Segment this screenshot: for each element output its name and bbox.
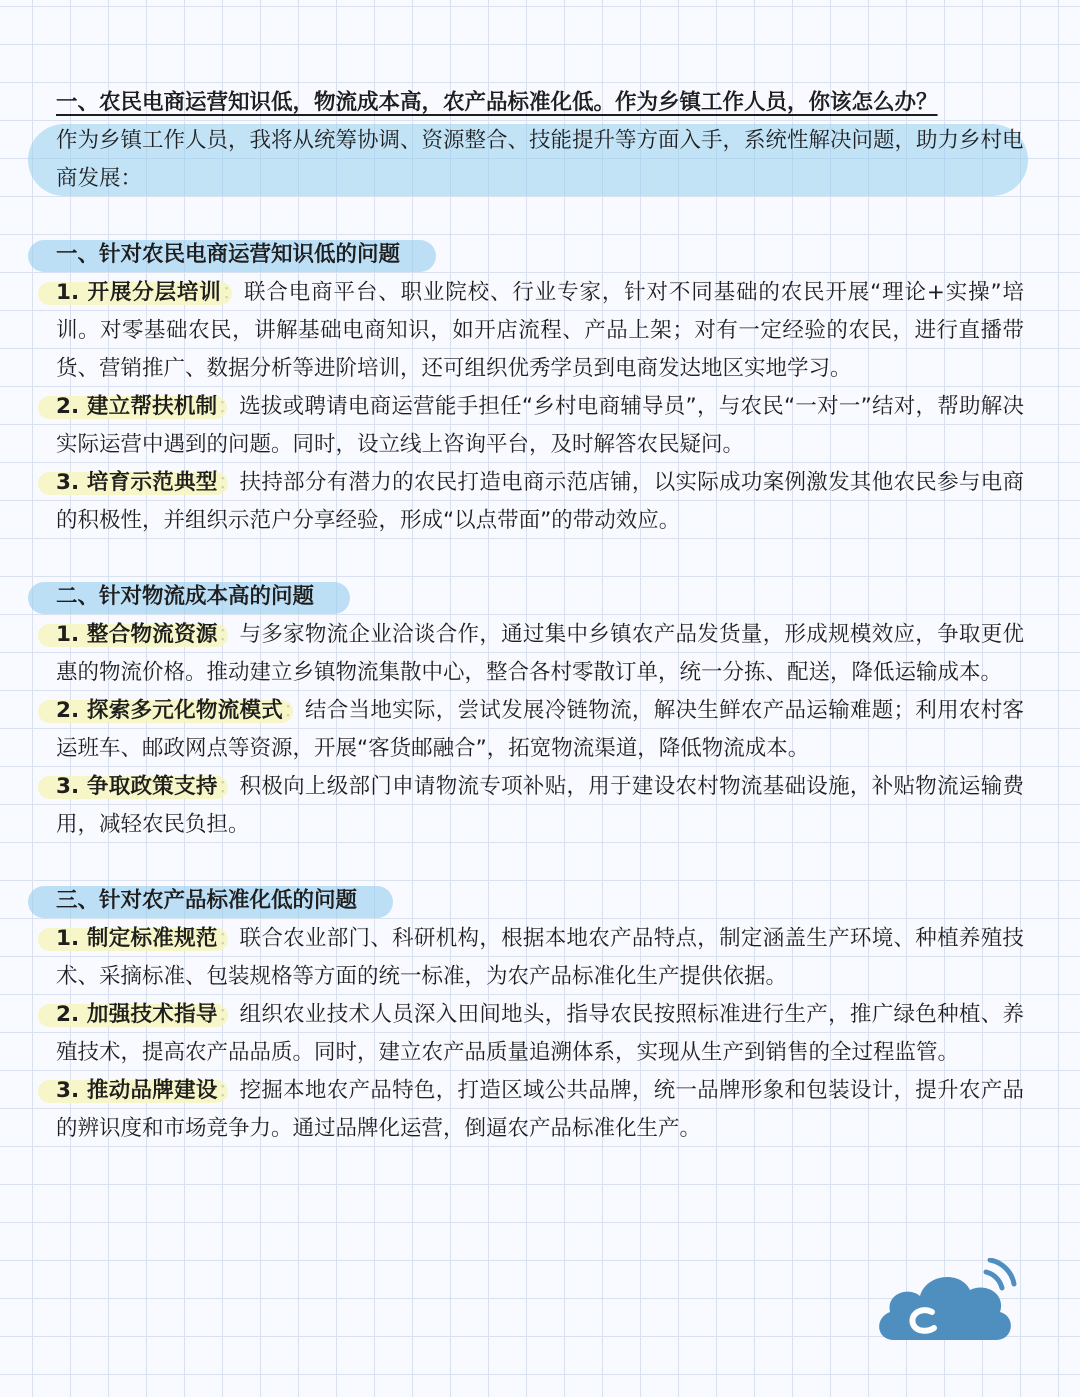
item-sep: ： [217,774,240,799]
item-text: 联合电商平台、职业院校、行业专家，针对不同基础的农民开展“理论+实操”培训。对零基础农民，讲解基础电商知识，如开店流程、产品上架；对有一定经验的农民，进行直播带货、营销推广、数据分析等进阶培训，还可组织优秀学员到电商发达地区实地学习。 [56,280,1024,381]
item-sep: ： [283,698,305,723]
list-item [56,768,1024,844]
item-text: 选拔或聘请电商运营能手担任“乡村电商辅导员”，与农民“一对一”结对，帮助解决实际运营中遇到的问题。同时，设立线上咨询平台，及时解答农民疑问。 [56,394,1024,457]
item-lead: 2. 探索多元化物流模式 [56,698,284,723]
section-logistics [56,578,1024,844]
list-item [56,616,1024,692]
item-text: 扶持部分有潜力的农民打造电商示范店铺，以实际成功案例激发其他农民参与电商的积极性，并组织示范户分享经验，形成“以点带面”的带动效应。 [56,470,1024,533]
item-lead: 3. 推动品牌建设 [56,1078,218,1103]
list-item [56,274,1024,388]
item-text: 结合当地实际，尝试发展冷链物流，解决生鲜农产品运输难题；利用农村客运班车、邮政网点等资源，开展“客货邮融合”，拓宽物流渠道，降低物流成本。 [56,698,1024,761]
list-item [56,996,1024,1072]
item-text: 联合农业部门、科研机构，根据本地农产品特点，制定涵盖生产环境、种植养殖技术、采摘标准、包装规格等方面的统一标准，为农产品标准化生产提供依据。 [56,926,1024,989]
item-sep: ： [217,926,240,951]
document [56,84,1024,1148]
item-lead: 1. 整合物流资源 [56,622,218,647]
item-lead: 3. 培育示范典型 [56,470,218,495]
item-text: 组织农业技术人员深入田间地头，指导农民按照标准进行生产，推广绿色种植、养殖技术，提高农产品品质。同时，建立农产品质量追溯体系，实现从生产到销售的全过程监管。 [56,1002,1024,1065]
item-lead: 3. 争取政策支持 [56,774,218,799]
list-item [56,692,1024,768]
item-sep: ： [217,470,240,495]
page-title: 一、农民电商运营知识低，物流成本高，农产品标准化低。作为乡镇工作人员，你该怎么办？ [56,90,938,115]
intro-paragraph [56,122,1024,198]
section-standardization [56,882,1024,1148]
section-heading: 三、针对农产品标准化低的问题 [56,882,357,920]
list-item [56,388,1024,464]
section-knowledge [56,236,1024,540]
list-item [56,464,1024,540]
item-lead: 2. 加强技术指导 [56,1002,218,1027]
item-lead: 1. 开展分层培训 [56,280,222,305]
item-sep: ： [217,1002,240,1027]
list-item [56,920,1024,996]
item-text: 挖掘本地农产品特色，打造区域公共品牌，统一品牌形象和包装设计，提升农产品的辨识度和市场竞争力。通过品牌化运营，倒逼农产品标准化生产。 [56,1078,1024,1141]
item-lead: 2. 建立帮扶机制 [56,394,218,419]
item-lead: 1. 制定标准规范 [56,926,218,951]
cloud-icon [874,1258,1024,1348]
section-heading: 一、针对农民电商运营知识低的问题 [56,236,400,274]
intro-text: 作为乡镇工作人员，我将从统筹协调、资源整合、技能提升等方面入手，系统性解决问题，助力乡村电商发展： [56,128,1024,191]
item-text: 积极向上级部门申请物流专项补贴，用于建设农村物流基础设施，补贴物流运输费用，减轻农民负担。 [56,774,1024,837]
item-text: 与多家物流企业洽谈合作，通过集中乡镇农产品发货量，形成规模效应，争取更优惠的物流价格。推动建立乡镇物流集散中心，整合各村零散订单，统一分拣、配送，降低运输成本。 [56,622,1024,685]
item-sep: ： [217,394,240,419]
item-sep: ： [217,1078,240,1103]
section-heading: 二、针对物流成本高的问题 [56,578,314,616]
item-sep: ： [221,280,245,305]
item-sep: ： [217,622,240,647]
list-item [56,1072,1024,1148]
